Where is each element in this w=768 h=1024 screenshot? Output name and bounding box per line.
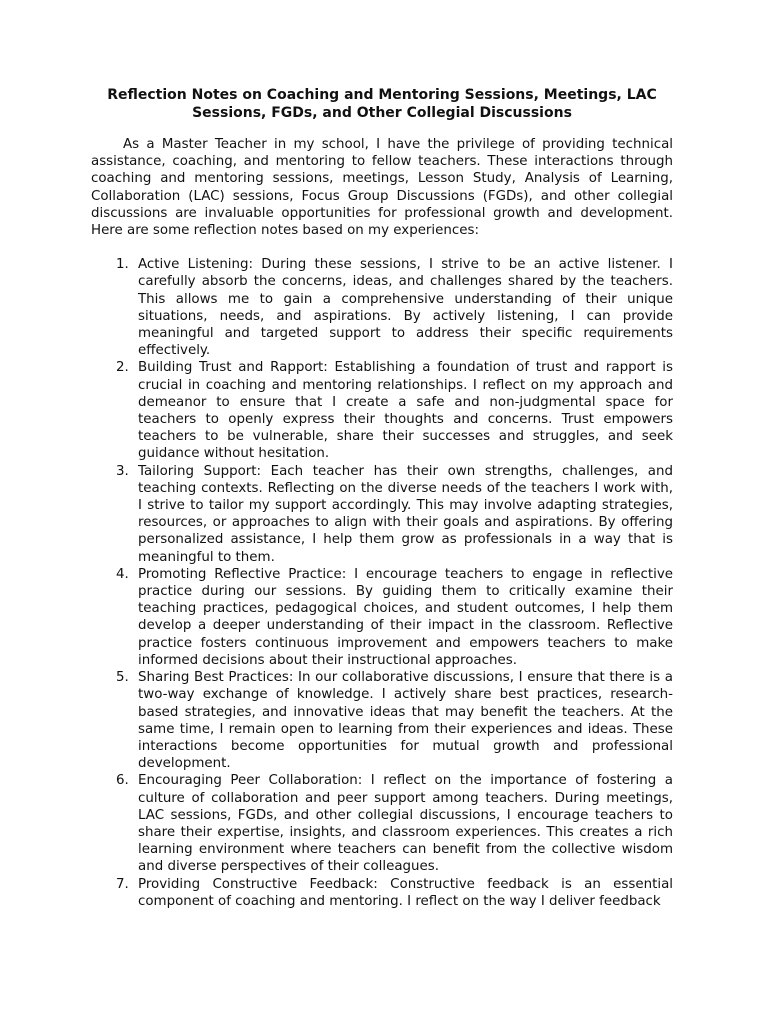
reflection-list	[91, 256, 673, 910]
list-item-text: Building Trust and Rapport: Establishing a foundation of trust and rapport is crucial in coaching and mentoring relationships. I reflect on my approach and demeanor to ensure that I create a safe and non-judgmental space for teachers to openly express their thoughts and concerns. Trust empowers teachers to be vulnerable, share their successes and struggles, and seek guidance without hesitation.	[138, 360, 673, 462]
list-item	[91, 256, 673, 359]
list-item-text: Encouraging Peer Collaboration: I reflect on the importance of fostering a culture of collaboration and peer support among teachers. During meetings, LAC sessions, FGDs, and other collegial discussions, I encourage teachers to share their expertise, insights, and classroom experiences. This creates a rich learning environment where teachers can benefit from the collective wisdom and diverse perspectives of their colleagues.	[138, 773, 673, 875]
list-item	[91, 876, 673, 910]
list-item-text: Providing Constructive Feedback: Constructive feedback is an essential component of coaching and mentoring. I reflect on the way I deliver feedback	[138, 876, 673, 909]
list-item	[91, 772, 673, 875]
list-item-number: 2.	[116, 360, 129, 376]
list-item	[91, 463, 673, 566]
list-item-number: 6.	[116, 773, 129, 789]
list-item-number: 3.	[116, 463, 129, 479]
list-item-number: 7.	[116, 876, 129, 892]
list-item-text: Sharing Best Practices: In our collaborative discussions, I ensure that there is a two-way exchange of knowledge. I actively share best practices, research-based strategies, and innovative ideas that may benefit the teachers. At the same time, I remain open to learning from their experiences and ideas. These interactions become opportunities for mutual growth and professional development.	[138, 670, 673, 772]
list-item-number: 4.	[116, 566, 129, 582]
list-item-text: Active Listening: During these sessions, I strive to be an active listener. I carefully absorb the concerns, ideas, and challenges shared by the teachers. This allows me to gain a comprehensive understanding of their unique situations, needs, and aspirations. By actively listening, I can provide meaningful and targeted support to address their specific requirements effectively.	[138, 257, 673, 359]
list-item-text: Tailoring Support: Each teacher has their own strengths, challenges, and teaching contexts. Reflecting on the diverse needs of the teachers I work with, I strive to tailor my support accordingly. This may involve adapting strategies, resources, or approaches to align with their goals and aspirations. By offering personalized assistance, I help them grow as professionals in a way that is meaningful to them.	[138, 463, 673, 565]
list-item	[91, 669, 673, 772]
list-item	[91, 359, 673, 462]
list-item-text: Promoting Reflective Practice: I encourage teachers to engage in reflective practice during our sessions. By guiding them to critically examine their teaching practices, pedagogical choices, and student outcomes, I help them develop a deeper understanding of their impact in the classroom. Reflective practice fosters continuous improvement and empowers teachers to make informed decisions about their instructional approaches.	[138, 566, 673, 668]
list-item-number: 1.	[116, 257, 129, 273]
document-title: Reflection Notes on Coaching and Mentoring Sessions, Meetings, LAC Sessions, FGDs, and Other Collegial Discussions	[107, 87, 657, 121]
list-item-number: 5.	[116, 670, 129, 686]
document-page	[91, 86, 673, 910]
intro-paragraph: As a Master Teacher in my school, I have the privilege of providing technical assistance, coaching, and mentoring to fellow teachers. These interactions through coaching and mentoring sessions, meetings, Lesson Study, Analysis of Learning, Collaboration (LAC) sessions, Focus Group Discussions (FGDs), and other collegial discussions are invaluable opportunities for professional growth and development. Here are some reflection notes based on my experiences:	[91, 137, 673, 239]
list-item	[91, 566, 673, 669]
